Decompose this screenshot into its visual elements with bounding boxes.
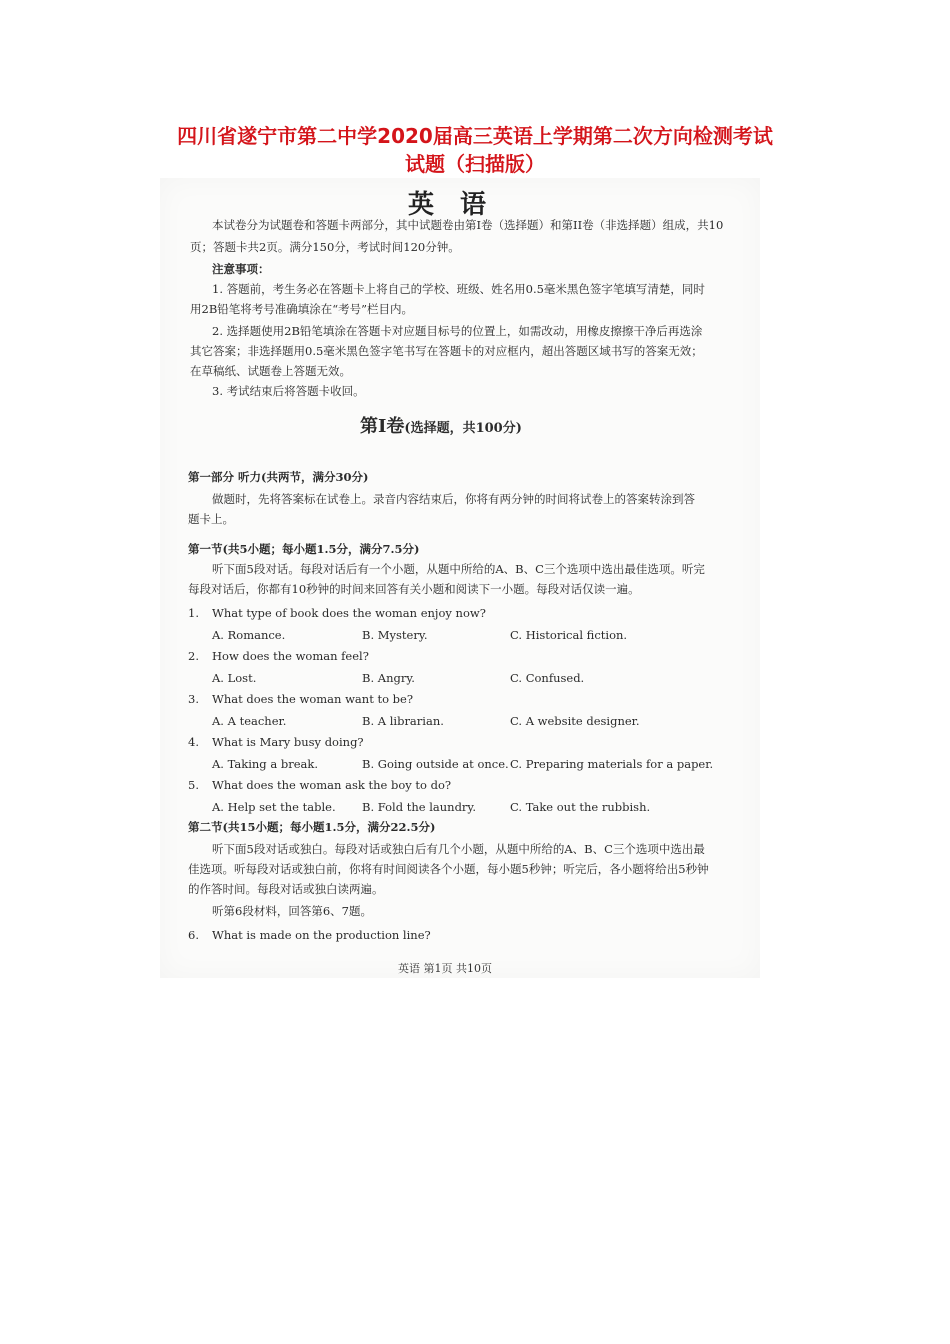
question-2-text: How does the woman feel?	[212, 649, 369, 663]
question-1-number: 1.	[188, 606, 199, 620]
notice-line-3: 2. 选择题使用2B铅笔填涂在答题卡对应题目标号的位置上，如需改动，用橡皮擦擦干净后再选涂	[212, 324, 703, 338]
question-1-option-c: C. Historical fiction.	[510, 628, 628, 642]
notice-line-5: 在草稿纸、试题卷上答题无效。	[190, 364, 351, 378]
notice-line-6: 3. 考试结束后将答题卡收回。	[212, 384, 365, 398]
question-3-option-b: B. A librarian.	[362, 714, 444, 728]
title-line-2: 试题（扫描版）	[405, 152, 545, 176]
question-2-number: 2.	[188, 649, 199, 663]
question-5-number: 5.	[188, 778, 199, 792]
question-4-number: 4.	[188, 735, 199, 749]
question-5-option-a: A. Help set the table.	[212, 800, 336, 814]
question-4-option-a: A. Taking a break.	[212, 757, 318, 771]
question-3-option-c: C. A website designer.	[510, 714, 640, 728]
volume-title-note: (选择题，共100分)	[404, 421, 522, 436]
intro-line-2: 页；答题卡共2页。满分150分，考试时间120分钟。	[190, 240, 460, 254]
notice-line-1: 1. 答题前，考生务必在答题卡上将自己的学校、班级、姓名用0.5毫米黑色签字笔填写清楚，同时	[212, 282, 705, 296]
notice-heading: 注意事项：	[212, 262, 270, 276]
question-3-option-a: A. A teacher.	[212, 714, 287, 728]
question-2-option-b: B. Angry.	[362, 671, 415, 685]
document-title	[0, 122, 950, 178]
question-5-option-c: C. Take out the rubbish.	[510, 800, 651, 814]
question-1-option-a: A. Romance.	[212, 628, 286, 642]
section2-desc-3: 的作答时间。每段对话或独白读两遍。	[188, 882, 384, 896]
question-2-option-c: C. Confused.	[510, 671, 585, 685]
section2-heading: 第二节(共15小题；每小题1.5分，满分22.5分)	[188, 820, 436, 834]
question-5-option-b: B. Fold the laundry.	[362, 800, 477, 814]
section2-desc-2: 佳选项。听每段对话或独白前，你将有时间阅读各个小题，每小题5秒钟；听完后，各小题将给出5秒钟	[188, 862, 709, 876]
question-4-option-c: C. Preparing materials for a paper.	[510, 757, 714, 771]
volume-title-main: 第I卷	[360, 416, 405, 437]
question-4-option-b: B. Going outside at once.	[362, 757, 509, 771]
question-1-option-b: B. Mystery.	[362, 628, 428, 642]
part1-desc-2: 题卡上。	[188, 512, 234, 526]
question-6-number: 6.	[188, 928, 199, 942]
question-5-text: What does the woman ask the boy to do?	[212, 778, 452, 792]
question-3-number: 3.	[188, 692, 199, 706]
notice-line-2: 用2B铅笔将考号准确填涂在“考号”栏目内。	[190, 302, 414, 316]
question-4-text: What is Mary busy doing?	[212, 735, 364, 749]
scanned-page	[160, 178, 760, 978]
part1-heading: 第一部分 听力(共两节，满分30分)	[188, 470, 369, 484]
section1-heading: 第一节(共5小题；每小题1.5分，满分7.5分)	[188, 542, 420, 556]
section2-desc-1: 听下面5段对话或独白。每段对话或独白后有几个小题，从题中所给的A、B、C三个选项中选出最	[212, 842, 705, 856]
notice-line-4: 其它答案；非选择题用0.5毫米黑色签字笔书写在答题卡的对应框内，超出答题区域书写的答案无效；	[190, 344, 703, 358]
material-note: 听第6段材料，回答第6、7题。	[212, 904, 372, 918]
section1-desc-1: 听下面5段对话。每段对话后有一个小题，从题中所给的A、B、C三个选项中选出最佳选项。听完	[212, 562, 705, 576]
question-1-text: What type of book does the woman enjoy now?	[212, 606, 486, 620]
question-2-option-a: A. Lost.	[212, 671, 257, 685]
question-3-text: What does the woman want to be?	[212, 692, 414, 706]
page-footer: 英语 第1页 共10页	[398, 962, 492, 975]
volume-title	[360, 416, 522, 437]
subject-heading: 英语	[407, 190, 512, 220]
intro-line-1: 本试卷分为试题卷和答题卡两部分，其中试题卷由第I卷（选择题）和第II卷（非选择题）组成，共10	[212, 218, 724, 232]
question-6-text: What is made on the production line?	[212, 928, 431, 942]
section1-desc-2: 每段对话后，你都有10秒钟的时间来回答有关小题和阅读下一小题。每段对话仅读一遍。	[188, 582, 640, 596]
title-line-1: 四川省遂宁市第二中学2020届高三英语上学期第二次方向检测考试	[177, 124, 773, 148]
part1-desc-1: 做题时，先将答案标在试卷上。录音内容结束后，你将有两分钟的时间将试卷上的答案转涂到答	[212, 492, 695, 506]
